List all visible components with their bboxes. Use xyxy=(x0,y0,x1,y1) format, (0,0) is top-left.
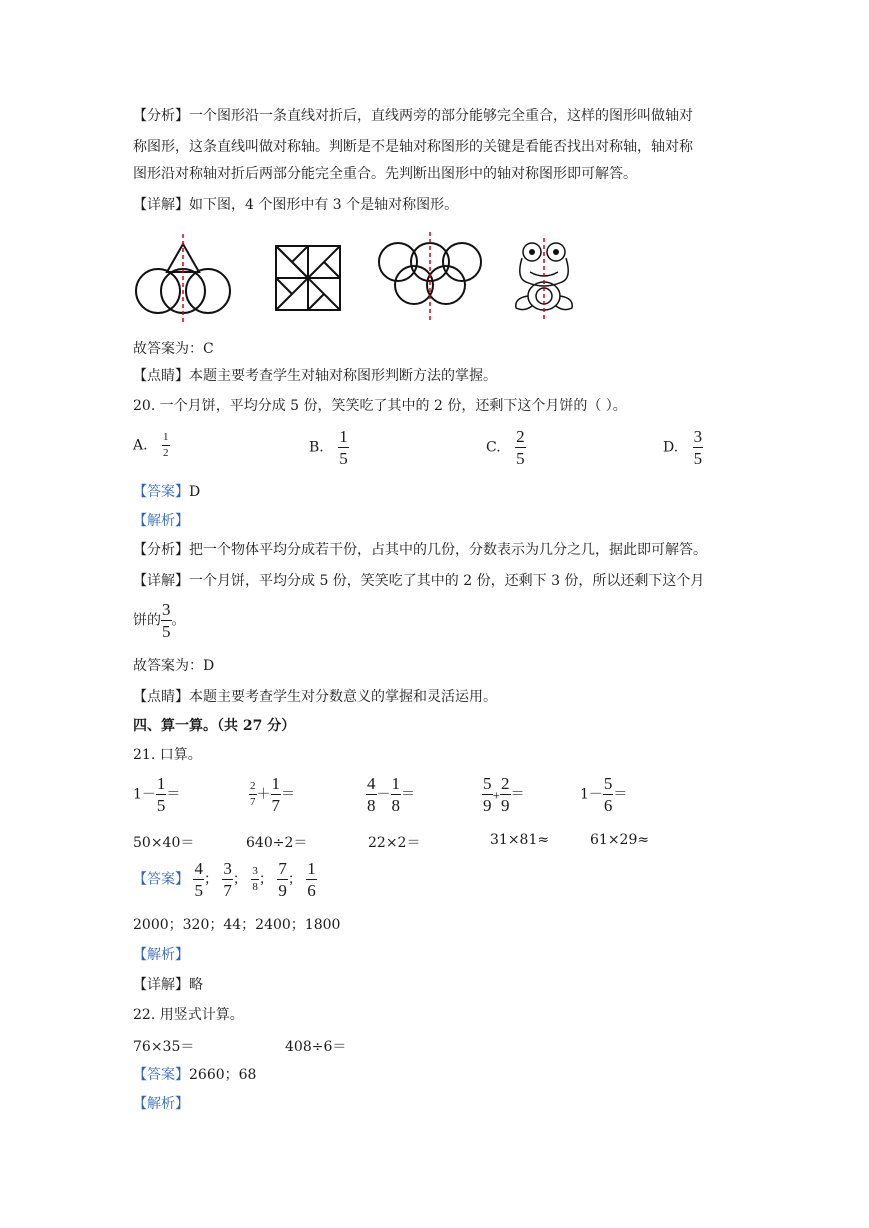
answer-value: 2660；68 xyxy=(189,1067,257,1083)
answer-fraction-4 xyxy=(277,860,288,899)
expr-3-op: － xyxy=(376,786,391,803)
oral-calc-5: 61×29≈ xyxy=(590,832,650,848)
option-c-fraction xyxy=(515,428,526,467)
expr-5-eq: ＝ xyxy=(613,786,628,803)
expr-4-op: + xyxy=(492,791,501,802)
oral-calc-4: 31×81≈ xyxy=(490,832,550,848)
detail-numerator: 3 xyxy=(162,600,171,619)
detail-fraction xyxy=(161,601,172,640)
expr-4-num-2: 2 xyxy=(501,774,510,793)
option-a-fraction xyxy=(162,432,170,459)
expr-4-den-2: 9 xyxy=(501,796,510,815)
q21-explain-tag: 【解析】 xyxy=(133,947,189,963)
expr-1-int: 1 xyxy=(133,786,142,803)
question-21-stem: 21. 口算。 xyxy=(133,747,202,763)
oral-calc-3: 22×2＝ xyxy=(368,835,421,851)
expr-1 xyxy=(133,775,180,814)
expr-1-den: 5 xyxy=(156,796,166,815)
ans-num-2: 3 xyxy=(223,859,232,878)
expr-4 xyxy=(482,775,525,814)
answer-sep: ； xyxy=(287,871,302,888)
expr-2-fraction-1 xyxy=(249,781,257,808)
q20-analysis: 【分析】把一个物体平均分成若干份，占其中的几份，分数表示为几分之几，据此即可解答。 xyxy=(133,542,707,558)
option-b xyxy=(309,428,349,467)
answer-value: D xyxy=(189,484,201,500)
detail-denominator: 5 xyxy=(162,622,171,641)
option-c xyxy=(486,428,526,467)
expr-3-eq: ＝ xyxy=(401,786,415,803)
answer-fraction-3 xyxy=(251,866,259,893)
question-20-stem: 20. 一个月饼，平均分成 5 份，笑笑吃了其中的 2 份，还剩下这个月饼的（ ）。 xyxy=(133,398,627,414)
q21-detail: 【详解】略 xyxy=(133,977,203,993)
option-c-denominator: 5 xyxy=(516,449,525,468)
q21-answer-integers: 2000；320；44；2400；1800 xyxy=(133,917,341,933)
expr-4-fraction-2 xyxy=(500,775,511,814)
figure-frog xyxy=(510,238,578,322)
expr-1-fraction xyxy=(156,775,167,814)
expr-2-op: ＋ xyxy=(256,786,271,803)
section-title: 四、算一算。（共 27 分） xyxy=(133,718,296,734)
expr-3 xyxy=(366,775,415,814)
expr-5-fraction xyxy=(603,775,614,814)
option-a-numerator: 1 xyxy=(163,431,169,443)
ans-den-3: 8 xyxy=(252,881,258,893)
analysis-line-2: 称图形，这条直线叫做对称轴。判断是不是轴对称图形的关键是看能否找出对称轴，轴对称 xyxy=(133,139,693,155)
expr-1-num: 1 xyxy=(156,774,166,793)
answer-fraction-2 xyxy=(222,860,233,899)
option-a xyxy=(133,432,170,459)
expr-5-op: － xyxy=(588,786,603,803)
option-c-label: C. xyxy=(486,439,501,456)
ans-den-2: 7 xyxy=(223,881,232,900)
expr-4-den-1: 9 xyxy=(483,796,492,815)
expr-4-fraction-1 xyxy=(482,775,493,814)
q20-comment: 【点睛】本题主要考查学生对分数意义的掌握和灵活运用。 xyxy=(133,689,497,705)
vertical-calc-1: 76×35＝ xyxy=(133,1039,195,1055)
ans-num-3: 3 xyxy=(252,865,258,877)
option-d-fraction xyxy=(693,428,704,467)
expr-3-den-2: 8 xyxy=(391,796,400,815)
answer-fraction-1 xyxy=(193,860,204,899)
vertical-calc-2: 408÷6＝ xyxy=(285,1039,347,1055)
option-d-label: D. xyxy=(663,439,679,456)
expr-3-num-2: 1 xyxy=(391,774,400,793)
option-b-numerator: 1 xyxy=(339,427,348,446)
figure-olympic-rings xyxy=(375,230,485,325)
detail-suffix: 。 xyxy=(171,612,186,629)
q20-detail-line-1: 【详解】一个月饼，平均分成 5 份，笑笑吃了其中的 2 份，还剩下 3 份，所以还剩下这个月 xyxy=(133,573,705,589)
expr-2-fraction-2 xyxy=(271,775,282,814)
ans-den-4: 9 xyxy=(278,881,287,900)
expr-2 xyxy=(249,775,295,814)
answer-tag: 【答案】 xyxy=(133,871,189,888)
option-d-numerator: 3 xyxy=(693,427,703,446)
expr-2-num-2: 1 xyxy=(271,774,280,793)
ans-num-4: 7 xyxy=(278,859,287,878)
analysis-line-3: 图形沿对称轴对折后两部分能完全重合。先判断出图形中的轴对称图形即可解答。 xyxy=(133,166,637,182)
detail-prefix: 饼的 xyxy=(133,612,161,629)
expr-4-eq: ＝ xyxy=(510,786,525,803)
ans-den-1: 5 xyxy=(194,881,203,900)
expr-3-fraction-2 xyxy=(391,775,402,814)
option-d xyxy=(663,428,703,467)
expr-5-num: 5 xyxy=(603,774,613,793)
q21-answer xyxy=(133,860,317,899)
option-c-numerator: 2 xyxy=(516,427,525,446)
ans-num-5: 1 xyxy=(307,859,316,878)
oral-calc-1: 50×40＝ xyxy=(133,835,195,851)
expr-3-num-1: 4 xyxy=(367,774,376,793)
analysis-line-1: 【分析】一个图形沿一条直线对折后，直线两旁的部分能够完全重合，这样的图形叫做轴对 xyxy=(133,108,693,124)
answer-line: 故答案为：C xyxy=(133,341,214,357)
expr-2-eq: ＝ xyxy=(281,786,295,803)
option-a-label: A. xyxy=(133,437,148,454)
expr-3-fraction-1 xyxy=(366,775,377,814)
expr-1-op: － xyxy=(141,786,156,803)
expr-2-num-1: 2 xyxy=(250,780,256,792)
q20-answer-line: 故答案为：D xyxy=(133,658,215,674)
option-d-denominator: 5 xyxy=(693,449,703,468)
answer-sep: ； xyxy=(258,871,273,888)
q22-answer xyxy=(133,1066,256,1084)
comment-line: 【点睛】本题主要考查学生对轴对称图形判断方法的掌握。 xyxy=(133,368,497,384)
detail-line: 【详解】如下图，4 个图形中有 3 个是轴对称图形。 xyxy=(133,197,459,213)
ans-den-5: 6 xyxy=(307,881,316,900)
expr-2-den-1: 7 xyxy=(250,796,256,808)
expr-5-int: 1 xyxy=(580,786,589,803)
answer-sep: ； xyxy=(232,871,247,888)
expr-1-eq: ＝ xyxy=(166,786,181,803)
expr-4-num-1: 5 xyxy=(483,774,492,793)
option-a-denominator: 2 xyxy=(163,447,169,459)
figure-rings-triangle xyxy=(132,232,234,327)
expr-3-den-1: 8 xyxy=(367,796,376,815)
q22-explain-tag: 【解析】 xyxy=(133,1096,189,1112)
option-b-label: B. xyxy=(309,439,324,456)
q20-explain-tag: 【解析】 xyxy=(133,513,189,529)
figure-pinwheel xyxy=(274,244,342,312)
answer-sep: ； xyxy=(203,871,218,888)
answer-tag: 【答案】 xyxy=(133,484,189,500)
q20-detail-line-2 xyxy=(133,601,186,640)
expr-2-den-2: 7 xyxy=(271,796,280,815)
expr-5 xyxy=(580,775,627,814)
ans-num-1: 4 xyxy=(194,859,203,878)
option-b-fraction xyxy=(338,428,349,467)
answer-fraction-5 xyxy=(306,860,317,899)
q20-answer xyxy=(133,483,200,501)
oral-calc-2: 640÷2＝ xyxy=(246,835,308,851)
answer-tag: 【答案】 xyxy=(133,1067,189,1083)
option-b-denominator: 5 xyxy=(339,449,348,468)
expr-5-den: 6 xyxy=(603,796,613,815)
question-22-stem: 22. 用竖式计算。 xyxy=(133,1007,244,1023)
